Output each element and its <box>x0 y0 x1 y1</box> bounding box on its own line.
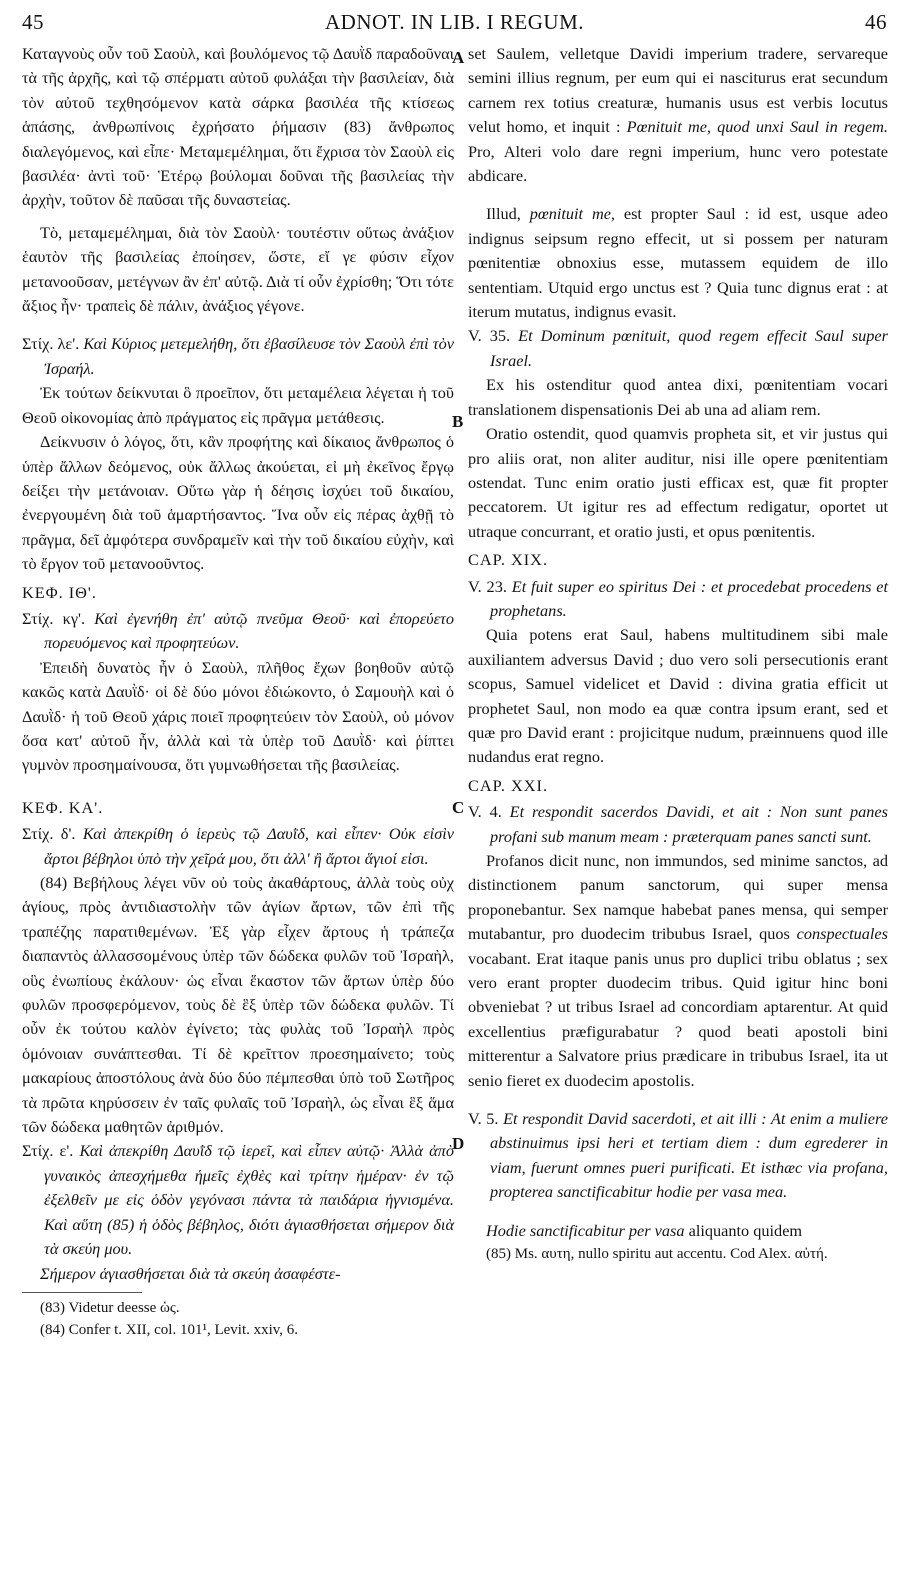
verse-label: Στίχ. δ'. <box>22 824 76 844</box>
greek-verse-heading <box>22 332 454 381</box>
latin-column <box>468 42 888 1265</box>
latin-paragraph <box>468 42 888 188</box>
latin-quote: Pœnituit me, quod unxi Saul in regem. <box>626 117 889 137</box>
verse-label: V. 5. <box>468 1109 499 1129</box>
latin-chapter-heading: CAP. XIX. <box>468 550 549 570</box>
latin-verse-heading <box>468 324 888 373</box>
greek-column <box>22 42 454 1341</box>
greek-paragraph: Ἐκ τούτων δείκνυται ὃ προεῖπον, ὅτι μεταμέλεια λέγεται ἡ τοῦ Θεοῦ οἰκονομίας ἀπὸ πράγματος εἰς πρᾶγμα μετάθεσις. <box>22 383 454 427</box>
greek-verse-heading <box>22 607 454 656</box>
verse-label: Στίχ. ε'. <box>22 1141 74 1161</box>
page-number-left: 45 <box>22 10 44 34</box>
footnote-rule <box>22 1292 142 1293</box>
latin-paragraph: Quia potens erat Saul, habens multitudinem sibi male auxiliantem adversus David ; duo vero soli persecutionis erant scopus, Samuel videlicet et David : divina gratia efficit ut prophetet Saul, non modo ea quæ contra ipsum erant, sed et quæ pro David erant : projicitque nudum, præinnuens quod ille nudandus erat regno. <box>468 625 888 767</box>
footnote: (85) Ms. αυτη, nullo spiritu aut accentu. Cod Alex. αὐτή. <box>486 1246 828 1263</box>
latin-verse-heading <box>468 1107 888 1205</box>
running-header <box>22 10 887 36</box>
latin-text: set Saulem, velletque Davidi imperium tradere, servareque semini illius regnum, per eum qui ei nasciturus erat secundum carnem rex totius creaturæ, humanis usus est verbis locutus velut homo, et inquit : <box>468 44 888 137</box>
latin-quote: conspectuales <box>796 924 888 944</box>
verse-label: V. 23. <box>468 576 507 596</box>
latin-text: Illud, <box>486 204 521 224</box>
verse-label: V. 4. <box>468 802 502 822</box>
greek-paragraph: Δείκνυσιν ὁ λόγος, ὅτι, κἂν προφήτης καὶ δίκαιος ἄνθρωπος ὁ ὑπὲρ ἄλλων δεόμενος, οὐκ ἄλλως ἀκούεται, εἰ μὴ ἐκεῖνος ἔργῳ δείξει τὴν μετάνοιαν. Οὕτω γὰρ ἡ δέησις ἰσχύει τοῦ δικαίου, ἐνεργουμένη διὰ τοῦ ἁμαρτήσαντος. Ἵνα οὖν εἰς πέρας ἀχθῇ τὸ πρᾶγμα, δεῖ ἀμφότερα συνδραμεῖν καὶ τὴν τοῦ δικαίου εὐχὴν, καὶ τὸ ἔργον τοῦ μετανοοῦντος. <box>22 432 454 574</box>
latin-verse-heading <box>468 575 888 624</box>
latin-text: aliquanto quidem <box>688 1220 803 1240</box>
verse-text: Καὶ Κύριος μετεμελήθη, ὅτι ἐβασίλευσε τὸν Σαοὺλ ἐπὶ τὸν Ἰσραήλ. <box>44 334 454 378</box>
latin-verse-heading <box>468 800 888 849</box>
verse-label: V. 35. <box>468 326 511 346</box>
greek-verse-heading <box>22 1139 454 1261</box>
verse-label: Στίχ. κγ'. <box>22 608 86 628</box>
greek-chapter-heading: ΚΕΦ. ΙΘ'. <box>22 582 97 602</box>
latin-paragraph: Ex his ostenditur quod antea dixi, pœnitentiam vocari translationem dispensationis Dei ab una ad aliam rem. <box>468 375 888 419</box>
latin-text: Profanos dicit nunc, non immundos, sed minime sanctos, ad distinctionem panum sanctorum, qui super mensa proponebantur. Sex namque habebat panes mensa, qui semper mutabantur, pro duodecim tribubus Israel, quos <box>468 851 888 944</box>
margin-marker-c: C <box>452 798 465 817</box>
margin-marker-a: A <box>452 48 465 67</box>
verse-text: Et respondit David sacerdoti, et ait illi : At enim a muliere abstinuimus ipsi heri et tertiam diem : dum egrederer in viam, fuerunt omnes pueri purificati. Et isthæc via profana, propterea sanctificabitur hodie per vasa mea. <box>490 1109 888 1202</box>
running-title: ADNOT. IN LIB. I REGUM. <box>325 10 584 34</box>
latin-quote: pœnituit me, <box>529 204 615 224</box>
latin-paragraph <box>468 202 888 324</box>
greek-paragraph: (84) Βεβήλους λέγει νῦν οὐ τοὺς ἀκαθάρτους, ἀλλὰ τοὺς οὐχ ἁγίους, πρὸς ἀντιδιαστολὴν τῶν ἁγίων ἄρτων, τῶν ἐπὶ τῆς τραπέζης παρατιθεμένων. Ἐξ γὰρ εἶχεν ἄρτους ἡ τράπεζα διαπαντὸς ἀλλασσομένους ὑπὲρ τῶν δώδεκα φυλῶν τοῦ Ἰσραὴλ, οὓς ἐνωπίους ἐκάλουν· ὡς εἶναι ἕκαστον τῶν ἄρτων ὑπὲρ δύο φυλῶν προσφερόμενον, τοὺς δὲ ἓξ ὑπὲρ τῶν δώδεκα φυλῶν. Τί οὖν ἐκ τούτου καλὸν ἐγίνετο; τὰς φυλὰς τοῦ Ἰσραὴλ πρὸς ὁμόνοιαν συνάπτεσθαι. Τί δὲ κρεῖττον προεσημαίνετο; τοὺς μακαρίους ἀποστόλους ἀνὰ δύο δύο πέμπεσθαι ὑπὸ τοῦ Σωτῆρος τὰ πρῶτα κηρύσσειν ἐν ταῖς φυλαῖς τοῦ Ἰσραὴλ, ὡς εἶναι ἓξ ἅμα τῶν δώδεκα μαθητῶν ἀριθμόν. <box>22 873 454 1137</box>
latin-paragraph <box>468 1219 888 1243</box>
latin-quote: Hodie sanctificabitur per vasa <box>486 1220 685 1240</box>
latin-text: est propter Saul : id est, usque adeo indignus seipsum regno effecit, ut si possem per naturam pœnitentiæ obnoxius esse, mutassem equidem de illo sententiam. Utquid ergo unctus est ? Quia tunc dignus erat : at iterum mutatus, indignus evasit. <box>468 204 889 322</box>
latin-text: vocabant. Erat itaque panis unus pro duplici tribu oblatus ; sex vero erant propter duodecim tribus. Quid igitur hinc boni obveniebat ? ut tribus Israel ad concordiam aptarentur. At quid excellentius præfigurabatur ? quod beati apostoli bini mitterentur a Salvatore prius prædicare in tribubus Israel, ita ut senio fieret ex duodecim apostolis. <box>468 948 888 1090</box>
latin-chapter-heading: CAP. XXI. <box>468 775 549 795</box>
verse-text: Et Dominum pœnituit, quod regem effecit Saul super Israel. <box>490 326 888 370</box>
verse-text: Καὶ ἀπεκρίθη ὁ ἱερεὺς τῷ Δαυῒδ, καὶ εἶπεν· Οὐκ εἰσὶν ἄρτοι βέβηλοι ὑπὸ τὴν χεῖρά μου, ὅτι ἀλλ' ἢ ἄρτοι ἅγιοί εἰσι. <box>44 824 454 868</box>
latin-paragraph <box>468 849 888 1093</box>
greek-paragraph: Τὸ, μεταμεμέλημαι, διὰ τὸν Σαοὺλ· τουτέστιν οὕτως ἀνάξιον ἑαυτὸν τῆς βασιλείας ἐποίησεν, ὥστε, εἴ γε φύσιν εἶχον μετανοοῦσαν, μετέγνων ἂν ἐπ' αὐτῷ. Διὰ τί οὖν ἐχρίσθη; Ὅτι τότε ἄξιος ἦν· τραπεὶς δὲ πάλιν, ἀνάξιος γέγονε. <box>22 222 454 316</box>
page-number-right: 46 <box>865 10 887 34</box>
greek-paragraph: Σήμερον ἁγιασθήσεται διὰ τὰ σκεύη ἀσαφέστε- <box>40 1263 341 1283</box>
verse-text: Καὶ ἀπεκρίθη Δαυῒδ τῷ ἱερεῖ, καὶ εἶπεν αὐτῷ· Ἀλλὰ ἀπὸ γυναικὸς ἀπεσχήμεθα ἡμεῖς ἐχθὲς καὶ τρίτην ἡμέραν· ἐν τῷ ἐξελθεῖν με εἰς ὁδὸν γεγόνασι πάντα τὰ παιδάρια ἡγνισμένα. Καὶ αὕτη (85) ἡ ὁδὸς βέβηλος, διότι ἁγιασθήσεται σήμερον διὰ τὰ σκεύη μου. <box>44 1141 454 1259</box>
verse-label: Στίχ. λε'. <box>22 334 80 354</box>
verse-text: Et respondit sacerdos Davidi, et ait : Non sunt panes profani sub manum meam : præterquam panes sancti sunt. <box>490 802 888 846</box>
margin-marker-d: D <box>452 1134 465 1153</box>
margin-marker-b: B <box>452 412 464 431</box>
greek-paragraph: Ἐπειδὴ δυνατὸς ἦν ὁ Σαοὺλ, πλῆθος ἔχων βοηθοῦν αὐτῷ κακῶς κατὰ Δαυῒδ· οἱ δὲ δύο μόνοι ἐδιώκοντο, ὁ Σαμουὴλ καὶ ὁ Δαυῒδ· ἡ τοῦ Θεοῦ χάρις ποιεῖ προφητεύειν τὸν Σαοὺλ, οὐ μόνον ὅσα κατ' αὐτοῦ ἦν, ἀλλὰ καὶ τὰ ὑπὲρ τοῦ Δαυῒδ· καὶ ῥίπτει γυμνὸν προσημαίνουσα, ὅτι γυμνωθήσεται τῆς βασιλείας. <box>22 657 454 775</box>
latin-text: Pro, Alteri volo dare regni imperium, hunc vero potestate abdicare. <box>468 141 888 186</box>
greek-verse-heading <box>22 822 454 871</box>
latin-paragraph: Oratio ostendit, quod quamvis propheta sit, et vir justus qui pro aliis orat, non aliter auditur, nisi ille opere pœnitentiam ostendat. Tunc enim oratio justi efficax est, quæ fit propter peccatorem. Ut igitur res ad effectum redigatur, oportet ut utraque concurrant, et oratio justi, et opus pœnitentis. <box>468 424 888 541</box>
footnote: (83) Videtur deesse ὡς. <box>40 1299 180 1316</box>
greek-paragraph: Καταγνοὺς οὖν τοῦ Σαοὺλ, καὶ βουλόμενος τῷ Δαυῒδ παραδοῦναι τὰ τῆς ἀρχῆς, καὶ τῷ σπέρματι αὐτοῦ φυλάξαι τὴν βασιλείαν, διὰ τὸν αὐτοῦ τεχθησόμενον κατὰ σάρκα βασιλέα τῆς κτίσεως ἁπάσης, ἀνθρωπίνοις ἐχρήσατο ῥήμασιν (83) ἄνθρωπος διαλεγόμενος, καὶ εἶπε· Μεταμεμέλημαι, ὅτι ἔχρισα τὸν Σαοὺλ εἰς βασιλέα· ἀντὶ τοῦ· Ἑτέρῳ βούλομαι δοῦναι τῆς βασιλείας τὴν ἀρχὴν, τοῦτον δὲ παῦσαι τῆς δυναστείας. <box>22 44 454 210</box>
footnote: (84) Confer t. XII, col. 101¹, Levit. xxiv, 6. <box>40 1321 299 1338</box>
verse-text: Et fuit super eo spiritus Dei : et procedebat procedens et prophetans. <box>490 576 888 620</box>
verse-text: Καὶ ἐγενήθη ἐπ' αὐτῷ πνεῦμα Θεοῦ· καὶ ἐπορεύετο πορευόμενος καὶ προφητεύων. <box>44 608 454 653</box>
greek-chapter-heading: ΚΕΦ. ΚΑ'. <box>22 797 104 817</box>
